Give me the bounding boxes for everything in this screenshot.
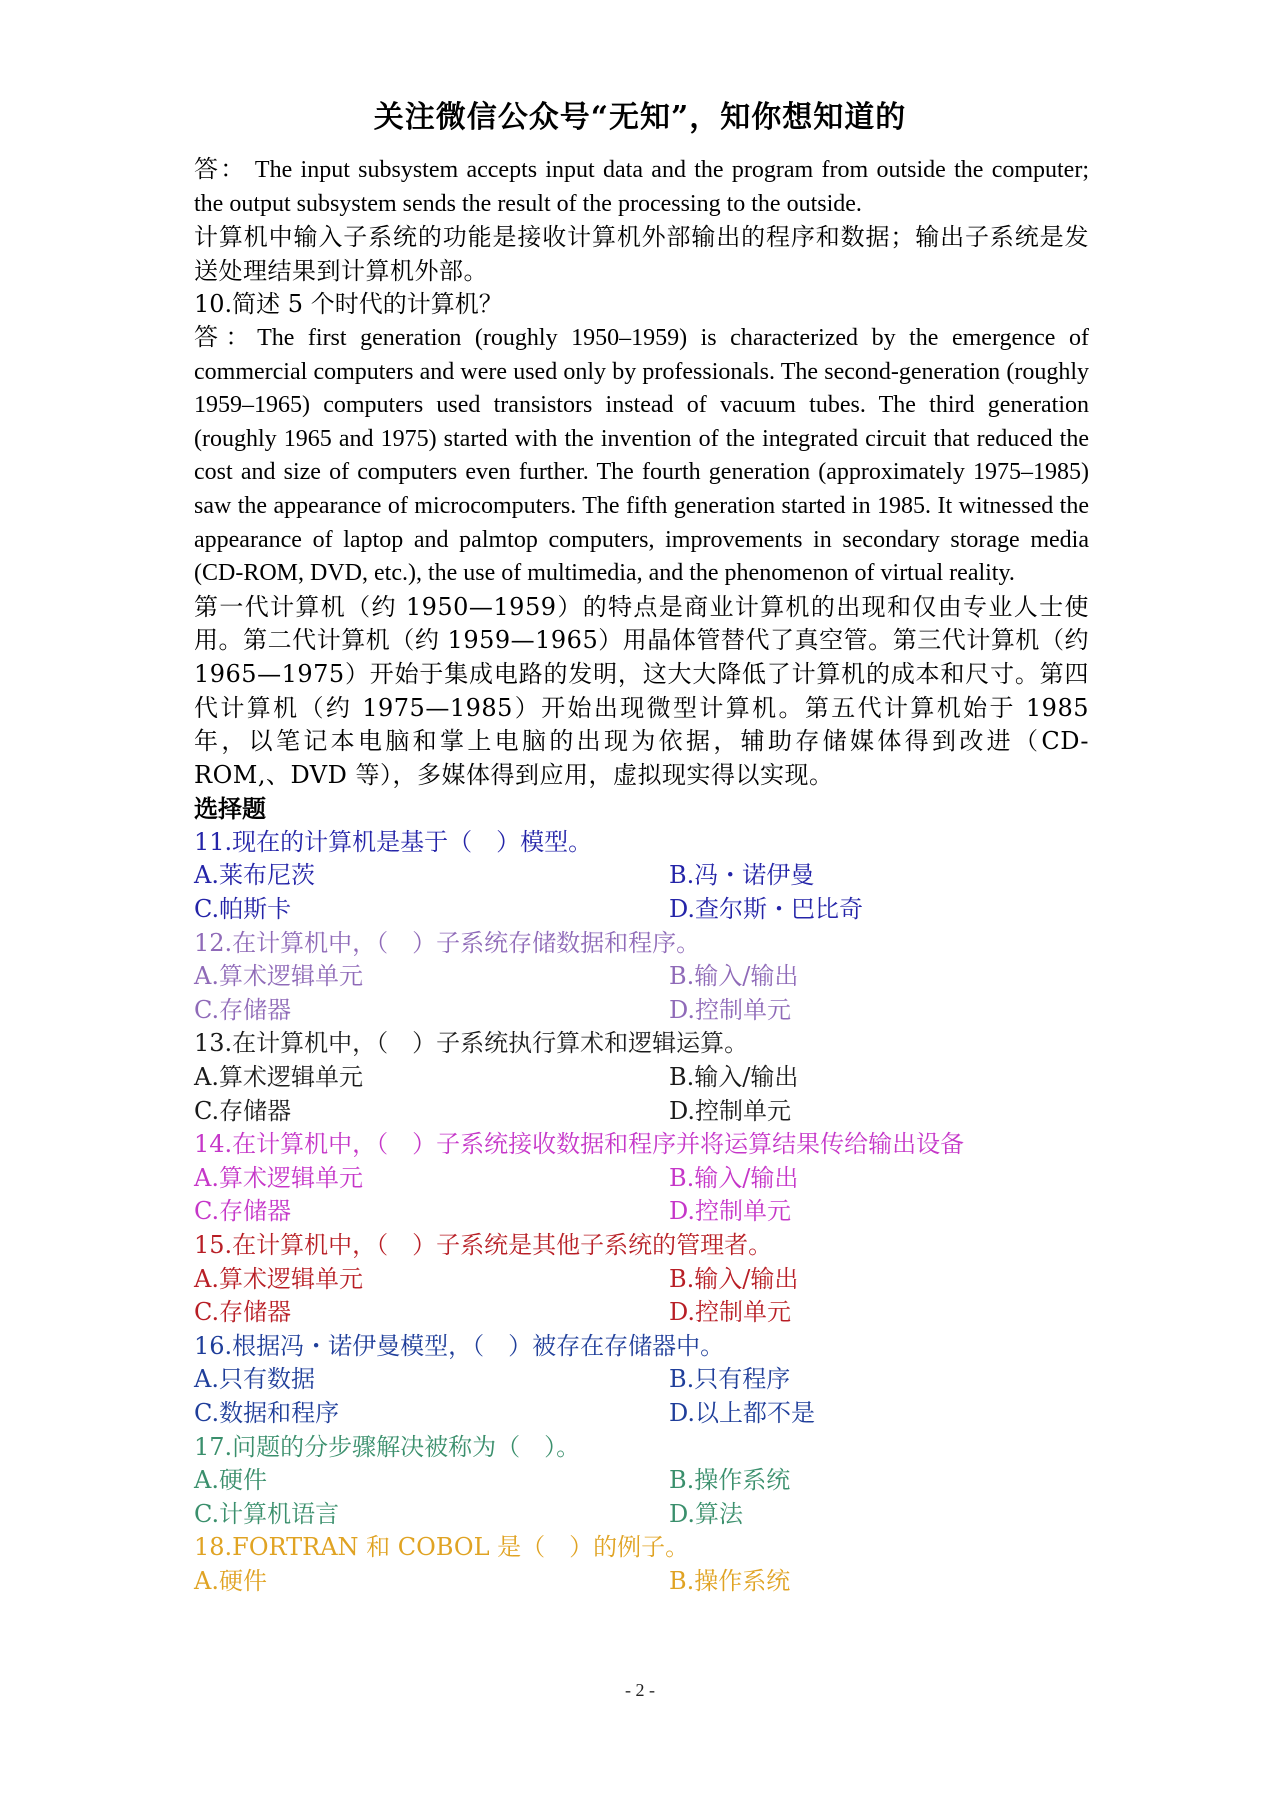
option-b: B.输入/输出 xyxy=(669,1163,799,1192)
page-header-title: 关注微信公众号“无知”，知你想知道的 xyxy=(373,100,907,135)
option-b: B.输入/输出 xyxy=(669,1264,799,1293)
option-b: B.操作系统 xyxy=(669,1466,791,1495)
option-c: C.数据和程序 xyxy=(194,1398,340,1427)
question-text: 13.在计算机中，（ ）子系统执行算术和逻辑运算。 xyxy=(194,1029,749,1058)
option-d: D.算法 xyxy=(669,1499,744,1528)
option-row xyxy=(194,859,1089,893)
option-b: B.操作系统 xyxy=(669,1566,791,1595)
question-block-12 xyxy=(194,927,1089,1028)
question-block-11 xyxy=(194,826,1089,927)
question-block-16 xyxy=(194,1330,1089,1431)
option-d: D.控制单元 xyxy=(669,1096,792,1125)
option-c: C.计算机语言 xyxy=(194,1499,340,1528)
option-row xyxy=(194,1363,1089,1397)
question-block-13 xyxy=(194,1027,1089,1128)
answer-9-english: 答： The input subsystem accepts input data and the program from outside the computer; the output subsystem sends the result of the processing to the outside. xyxy=(194,157,1089,217)
question-text: 18.FORTRAN 和 COBOL 是（ ）的例子。 xyxy=(194,1533,690,1562)
option-row xyxy=(194,1162,1089,1196)
option-b: B.输入/输出 xyxy=(669,962,799,991)
option-d: D.控制单元 xyxy=(669,1197,792,1226)
option-row xyxy=(194,960,1089,994)
option-row xyxy=(194,1296,1089,1330)
option-c: C.存储器 xyxy=(194,995,292,1024)
question-text: 15.在计算机中，（ ）子系统是其他子系统的管理者。 xyxy=(194,1231,773,1259)
option-a: A.算术逻辑单元 xyxy=(194,1163,363,1192)
option-d: D.控制单元 xyxy=(669,1298,792,1327)
option-row xyxy=(194,1061,1089,1095)
option-row xyxy=(194,1263,1089,1297)
option-row xyxy=(194,1195,1089,1229)
option-row xyxy=(194,1464,1089,1498)
option-b: B.冯・诺伊曼 xyxy=(669,861,815,890)
page-number: - 2 - xyxy=(625,1680,655,1700)
option-row xyxy=(194,1397,1089,1431)
option-a: A.硬件 xyxy=(194,1566,267,1595)
answer-9-chinese: 计算机中输入子系统的功能是接收计算机外部输出的程序和数据；输出子系统是发送处理结果到计算机外部。 xyxy=(194,223,1089,285)
option-a: A.莱布尼茨 xyxy=(194,861,315,890)
question-10: 10.简述 5 个时代的计算机？ xyxy=(194,290,503,319)
option-c: C.存储器 xyxy=(194,1298,292,1327)
question-block-18 xyxy=(194,1531,1089,1598)
question-text: 17.问题的分步骤解决被称为（ ）。 xyxy=(194,1432,581,1461)
page-content xyxy=(194,154,1089,1599)
option-a: A.算术逻辑单元 xyxy=(194,962,363,991)
option-a: A.算术逻辑单元 xyxy=(194,1264,363,1293)
option-row xyxy=(194,994,1089,1028)
option-b: B.只有程序 xyxy=(669,1365,791,1394)
option-a: A.硬件 xyxy=(194,1466,267,1495)
question-text: 14.在计算机中，（ ）子系统接收数据和程序并将运算结果传给输出设备 xyxy=(194,1130,965,1159)
option-d: D.以上都不是 xyxy=(669,1398,816,1427)
option-c: C.存储器 xyxy=(194,1096,292,1125)
option-row xyxy=(194,1095,1089,1129)
option-d: D.控制单元 xyxy=(669,995,792,1024)
answer-10-chinese: 第一代计算机（约 1950—1959）的特点是商业计算机的出现和仅由专业人士使用。第二代计算机（约 1959—1965）用晶体管替代了真空管。第三代计算机（约 1965—1975）开始于集成电路的发明，这大大降低了计算机的成本和尺寸。第四代计算机（约 1975—1985）开始出现微型计算机。第五代计算机始于 1985 年，以笔记本电脑和掌上电脑的出现为依据，辅助存储媒体得到改进（CD-ROM,、DVD 等），多媒体得到应用，虚拟现实得以实现。 xyxy=(194,592,1089,789)
answer-10-english: 答：The first generation (roughly 1950–1959) is characterized by the emergence of commercial computers and were used only by professionals. The second-generation (roughly 1959–1965) computers used transistors instead of vacuum tubes. The third generation (roughly 1965 and 1975) started with the invention of the integrated circuit that reduced the cost and size of computers even further. The fourth generation (approximately 1975–1985) saw the appearance of microcomputers. The fifth generation started in 1985. It witnessed the appearance of laptop and palmtop computers, improvements in secondary storage media (CD-ROM, DVD, etc.), the use of multimedia, and the phenomenon of virtual reality. xyxy=(194,324,1089,587)
option-c: C.帕斯卡 xyxy=(194,895,292,924)
option-d: D.查尔斯・巴比奇 xyxy=(669,895,864,924)
option-b: B.输入/输出 xyxy=(669,1063,799,1092)
question-block-14 xyxy=(194,1128,1089,1229)
question-text: 12.在计算机中，（ ）子系统存储数据和程序。 xyxy=(194,928,701,957)
option-row xyxy=(194,893,1089,927)
option-row xyxy=(194,1565,1089,1599)
option-c: C.存储器 xyxy=(194,1197,292,1226)
option-a: A.只有数据 xyxy=(194,1365,315,1394)
question-text: 11.现在的计算机是基于（ ）模型。 xyxy=(194,827,593,856)
question-block-15 xyxy=(194,1229,1089,1330)
section-title-multiple-choice: 选择题 xyxy=(194,794,266,824)
option-row xyxy=(194,1498,1089,1532)
question-block-17 xyxy=(194,1431,1089,1532)
option-a: A.算术逻辑单元 xyxy=(194,1063,363,1092)
question-text: 16.根据冯・诺伊曼模型，（ ）被存在存储器中。 xyxy=(194,1331,725,1360)
